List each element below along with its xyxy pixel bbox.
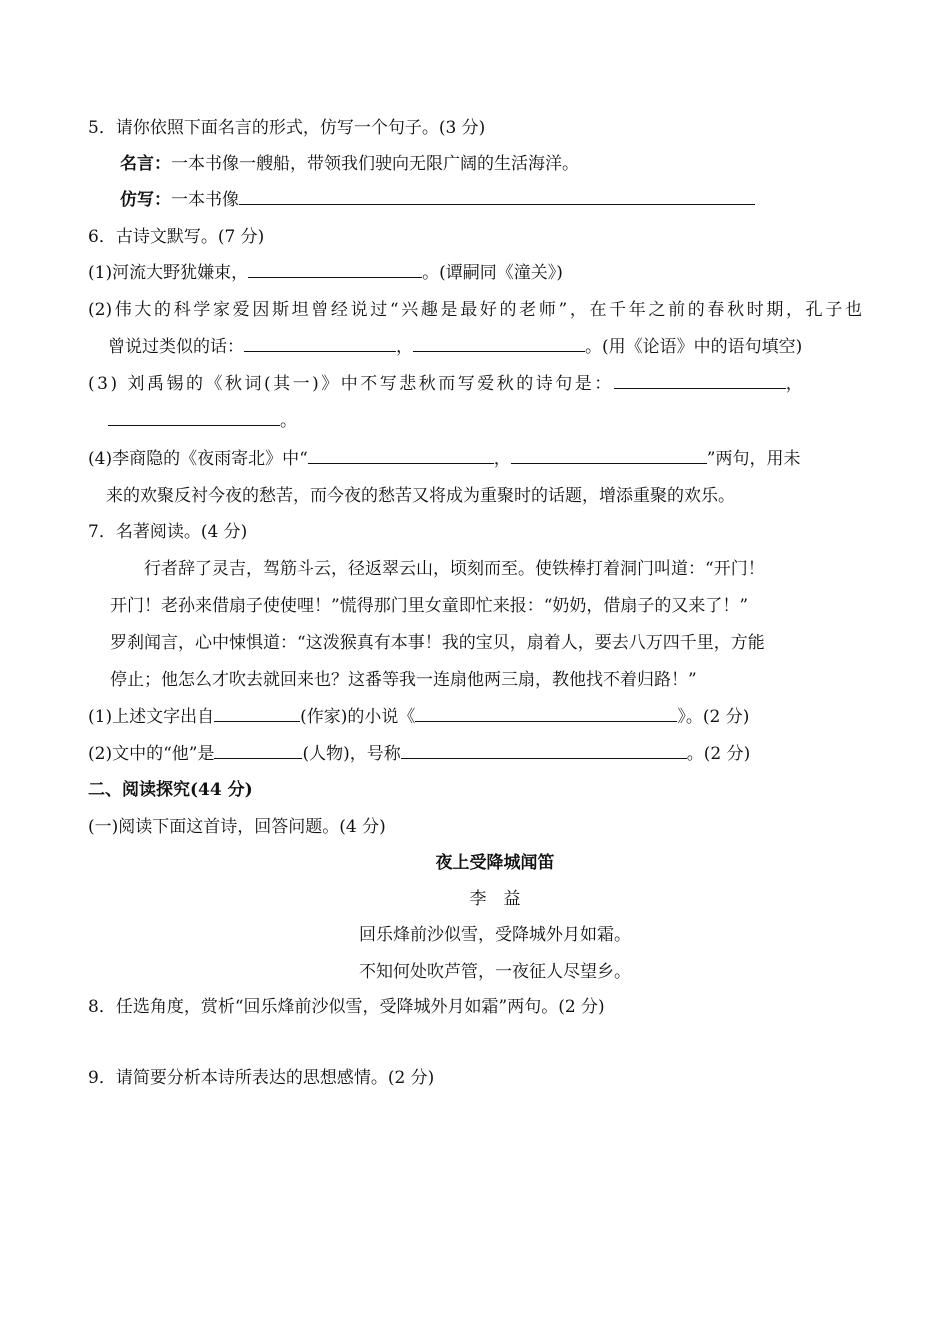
q7-s2-prefix: (2)文中的“他”是 <box>88 744 215 764</box>
poem-author: 李 益 <box>469 889 521 909</box>
q6-p3-blank-1[interactable] <box>614 372 786 389</box>
q6-p2-blank-1[interactable] <box>244 335 396 352</box>
q6-p4-blank-1[interactable] <box>308 447 494 464</box>
q7-sub1 <box>88 705 749 729</box>
section2-sub1: (一)阅读下面这首诗，回答问题。(4 分) <box>88 817 386 837</box>
q7-title: 7．名著阅读。(4 分) <box>88 522 248 542</box>
q5-title: 5．请你依照下面名言的形式，仿写一个句子。(3 分) <box>88 118 486 138</box>
q6-p4-prefix: (4)李商隐的《夜雨寄北》中“ <box>88 449 308 469</box>
q7-s2-suffix: 。(2 分) <box>686 744 751 764</box>
q6-p1-prefix: (1)河流大野犹嫌束， <box>88 263 249 283</box>
q6-part2-line1: (2)伟大的科学家爱因斯坦曾经说过“兴趣是最好的老师”，在千年之前的春秋时期，孔子也 <box>88 300 862 320</box>
q6-p1-suffix: 。(谭嗣同《潼关》) <box>422 263 563 283</box>
quote-text: 一本书像一艘船，带领我们驶向无限广阔的生活海洋。 <box>171 154 579 174</box>
q8-title: 8．任选角度，赏析“回乐烽前沙似雪，受降城外月如霜”两句。(2 分) <box>88 997 605 1017</box>
q6-p2-suffix: 。(用《论语》中的语句填空) <box>585 337 803 357</box>
q7-s1-prefix: (1)上述文字出自 <box>88 707 215 727</box>
quote-label: 名言： <box>120 154 171 174</box>
q6-p1-blank[interactable] <box>248 261 422 278</box>
q6-part3-line1 <box>88 372 803 396</box>
section2-title: 二、阅读探究(44 分) <box>88 780 253 800</box>
q7-s1-suffix: 》。(2 分) <box>677 707 750 727</box>
q6-p4-comma: ， <box>493 449 511 469</box>
q7-s1-mid: (作家)的小说《 <box>300 707 416 727</box>
q6-p2-blank-2[interactable] <box>413 335 585 352</box>
q7-passage-line: 罗刹闻言，心中悚惧道：“这泼猴真有本事！我的宝贝，扇着人，要去八万四千里，方能 <box>110 633 765 653</box>
poem-line: 回乐烽前沙似雪，受降城外月如霜。 <box>359 925 631 945</box>
q6-p2-comma: ， <box>396 337 413 357</box>
q6-part2-line2 <box>108 335 802 359</box>
q5-quote <box>120 152 579 176</box>
q6-p4-blank-2[interactable] <box>511 447 707 464</box>
q5-imitate <box>120 188 755 212</box>
q7-passage-line: 停止；他怎么才吹去就回来也？这番等我一连扇他两三扇，教他找不着归路！” <box>110 670 697 690</box>
q7-sub2 <box>88 742 750 766</box>
q7-character-blank[interactable] <box>214 742 302 759</box>
q7-passage-line: 开门！老孙来借扇子使使哩！”慌得那门里女童即忙来报：“奶奶，借扇子的又来了！” <box>110 596 749 616</box>
q6-part3-line2 <box>108 409 297 433</box>
imitate-answer-blank[interactable] <box>239 188 755 205</box>
poem-line: 不知何处吹芦管，一夜征人尽望乡。 <box>359 962 631 982</box>
q6-p3-end: 。 <box>280 411 297 431</box>
q9-title: 9．请简要分析本诗所表达的思想感情。(2 分) <box>88 1068 435 1088</box>
q6-p3-blank-2[interactable] <box>108 409 280 426</box>
q7-passage-line: 行者辞了灵吉，驾筋斗云，径返翠云山，顷刻而至。使铁棒打着洞门叫道：“开门！ <box>144 559 765 579</box>
imitate-label: 仿写： <box>120 190 171 210</box>
q6-part1 <box>88 261 563 285</box>
q6-p3-prefix: (3) 刘禹锡的《秋词(其一)》中不写悲秋而写爱秋的诗句是： <box>88 374 614 394</box>
poem-title: 夜上受降城闻笛 <box>435 853 555 873</box>
q7-author-blank[interactable] <box>214 705 300 722</box>
q7-novel-blank[interactable] <box>415 705 677 722</box>
q7-s2-mid: (人物)，号称 <box>302 744 401 764</box>
q7-nickname-blank[interactable] <box>401 742 687 759</box>
q6-p4-suffix: ”两句，用未 <box>706 449 801 469</box>
q6-title: 6．古诗文默写。(7 分) <box>88 227 265 247</box>
q6-p3-comma: ， <box>785 374 803 394</box>
q6-part4-line2: 来的欢聚反衬今夜的愁苦，而今夜的愁苦又将成为重聚时的话题，增添重聚的欢乐。 <box>106 486 735 506</box>
q6-p2-prefix: 曾说过类似的话： <box>108 337 244 357</box>
imitate-prefix: 一本书像 <box>171 190 239 210</box>
q6-part4-line1 <box>88 447 800 471</box>
